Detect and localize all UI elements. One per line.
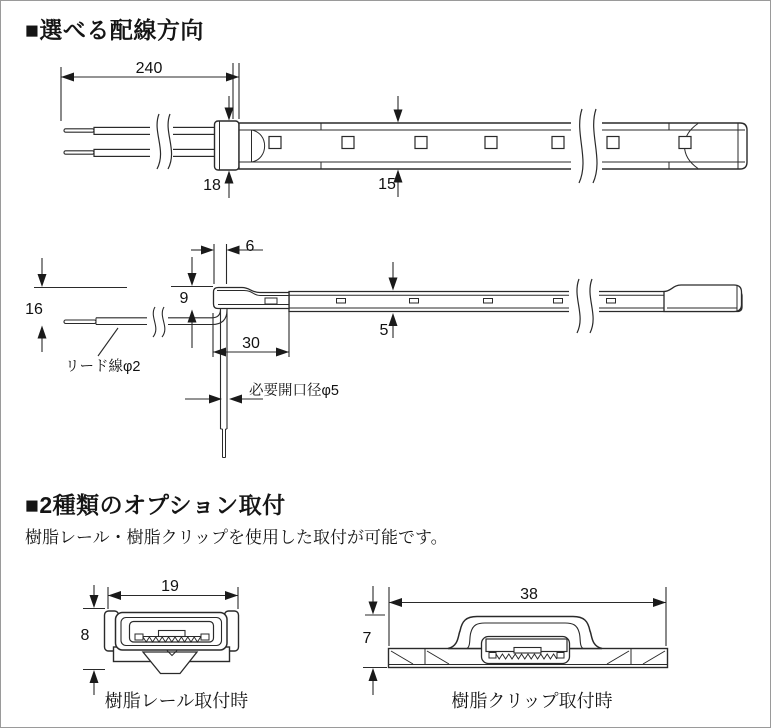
side-view-diagram — [25, 238, 742, 458]
dim-7-label: 7 — [362, 630, 372, 647]
led-strip-top — [239, 108, 747, 184]
strip-break-symbol — [571, 108, 602, 184]
connector-cap-side — [214, 288, 290, 309]
lead-wire-label: リード線φ2 — [65, 359, 141, 375]
connector-block — [215, 121, 240, 170]
dim-9-label: 9 — [179, 290, 189, 307]
top-view-diagram — [61, 60, 747, 198]
opening-diameter-label: 必要開口径φ5 — [249, 383, 339, 399]
dim-6-label: 6 — [245, 238, 255, 255]
clip-diagram-caption: 樹脂クリップ取付時 — [451, 691, 613, 711]
dim-16 — [34, 258, 127, 352]
rail-diagram-caption: 樹脂レール取付時 — [104, 691, 249, 711]
dim-30-label: 30 — [242, 335, 260, 352]
dim-8-label: 8 — [80, 627, 90, 644]
dim-240-label: 240 — [135, 60, 163, 77]
end-cap-side — [664, 285, 742, 312]
lead-wire-side — [64, 307, 227, 458]
dim-18-label: 18 — [203, 177, 221, 194]
section2-description: 樹脂レール・樹脂クリップを使用した取付が可能です。 — [25, 528, 448, 547]
dim-15-label: 15 — [378, 176, 396, 193]
technical-drawing-canvas — [1, 1, 771, 728]
dim-19-label: 19 — [161, 578, 179, 595]
dim-16-label: 16 — [25, 301, 43, 318]
rail-strip-insert — [130, 622, 214, 643]
wire-break-symbol — [150, 113, 173, 171]
lead-wires-top — [64, 127, 215, 156]
wire-side-break-symbol — [147, 307, 168, 337]
led-strip-side — [289, 278, 742, 334]
strip-side-break-symbol — [569, 278, 599, 334]
rail-cross-section-diagram — [81, 578, 239, 695]
dim-38-label: 38 — [520, 586, 538, 603]
lead-wire-callout — [98, 328, 118, 356]
clip-cross-section-diagram — [363, 586, 668, 695]
section2-title: ■2種類のオプション取付 — [25, 492, 286, 518]
dim-5-label: 5 — [379, 322, 389, 339]
dim-9 — [171, 257, 213, 348]
section1-title: ■選べる配線方向 — [25, 17, 204, 43]
